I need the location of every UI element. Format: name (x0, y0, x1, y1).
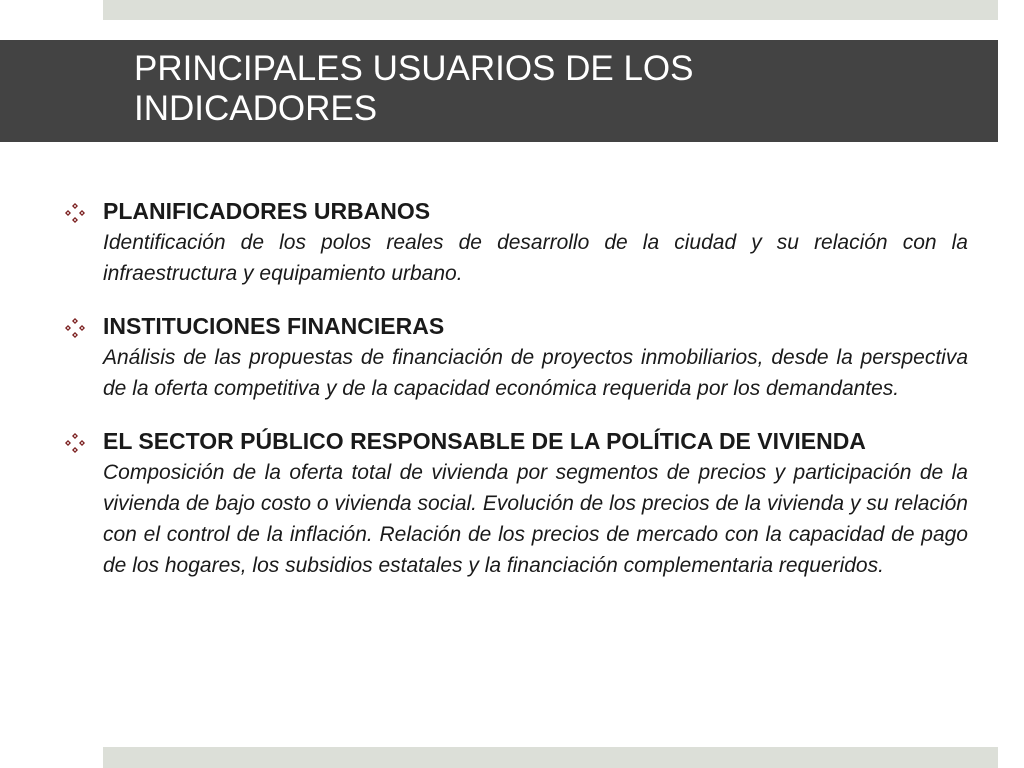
four-diamond-bullet-icon (64, 317, 86, 339)
bottom-decorative-band (103, 747, 998, 768)
list-item (64, 426, 968, 581)
item-heading: PLANIFICADORES URBANOS (103, 198, 431, 224)
item-description: Análisis de las propuestas de financiación de proyectos inmobiliarios, desde la perspectiva de la oferta competitiva y de la capacidad económica requerida por los demandantes. (103, 346, 968, 400)
four-diamond-bullet-icon (64, 432, 86, 454)
slide-title: PRINCIPALES USUARIOS DE LOS INDICADORES (134, 49, 694, 128)
item-description: Composición de la oferta total de vivienda por segmentos de precios y participación de la vivienda de bajo costo o vivienda social. Evolución de los precios de la vivienda y su relación con el control de la inflación. Relación de los precios de mercado con la capacidad de pago de los hogares, los subsidios estatales y la financiación complementaria requeridos. (103, 461, 968, 577)
item-heading: EL SECTOR PÚBLICO RESPONSABLE DE LA POLÍTICA DE VIVIENDA (103, 428, 866, 454)
top-decorative-band (103, 0, 998, 20)
item-heading: INSTITUCIONES FINANCIERAS (103, 313, 445, 339)
four-diamond-bullet-icon (64, 202, 86, 224)
list-item (64, 311, 968, 404)
list-item (64, 196, 968, 289)
item-description: Identificación de los polos reales de desarrollo de la ciudad y su relación con la infraestructura y equipamiento urbano. (103, 231, 968, 285)
bullet-list (64, 196, 968, 581)
